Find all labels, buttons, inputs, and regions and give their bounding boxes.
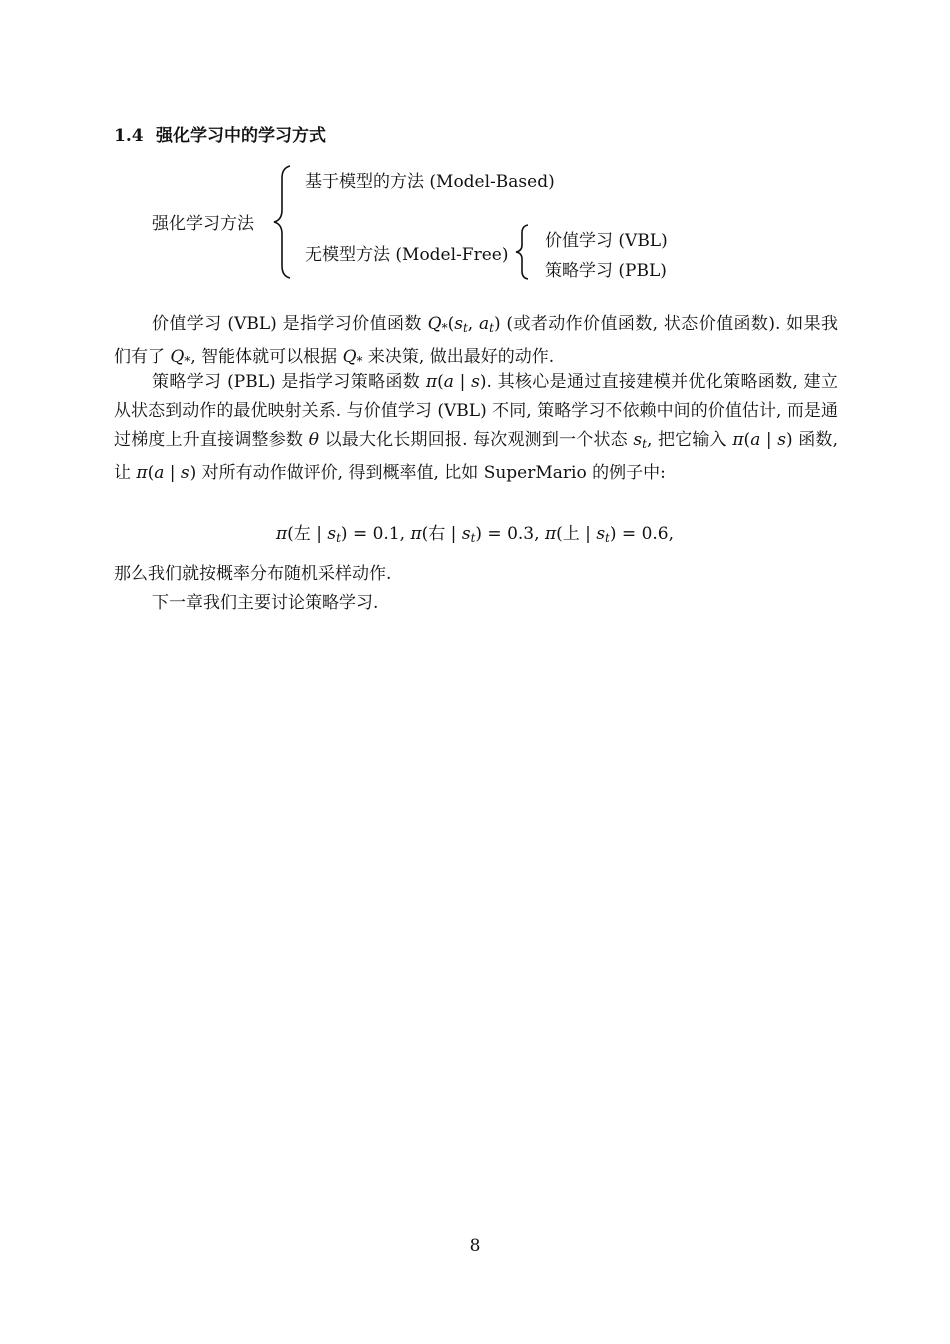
paragraph-value-learning — [114, 310, 838, 376]
p1-text-b: (或者动作价值函数, 状态价值函数). 如果我们有了 — [114, 314, 838, 367]
paragraph-sampling: 那么我们就按概率分布随机采样动作. — [114, 564, 392, 584]
p2-text-f: 对所有动作做评价, 得到概率值, 比如 SuperMario 的例子中: — [196, 463, 666, 483]
tree-root-label: 强化学习方法 — [152, 214, 254, 234]
policy-probability-equation: π(左 | $s_t) = 0.1$, π(右 | $s_t) = 0.3$, π(上 | $s_t) = 0.6$, — [275, 524, 675, 545]
q-star-symbol: $Q_*$ — [170, 347, 191, 368]
p2-text-a: 策略学习 (PBL) 是指学习策略函数 — [152, 372, 426, 392]
policy-function: π(a | s) — [425, 372, 487, 392]
method-tree — [0, 0, 950, 300]
tree-model-free-brace — [512, 223, 532, 281]
state-symbol: $s_t$ — [633, 430, 647, 451]
paragraph-next-chapter: 下一章我们主要讨论策略学习. — [152, 593, 379, 613]
page-number: 8 — [469, 1236, 481, 1256]
tree-leaf-pbl: 策略学习 (PBL) — [545, 261, 667, 281]
policy-function-3: π(a | s) — [136, 463, 197, 483]
paragraph-policy-learning — [114, 368, 838, 488]
q-star-function: $Q_*(s_t$, $a_t$) — [427, 314, 501, 335]
section-number: 1.4 — [114, 126, 144, 146]
p2-text-b: . 其核心是通过直接建模并优化策略函数, 建立从状态到动作的最优映射关系. 与价值学习 (VBL) 不同, 策略学习不依赖中间的价值估计, 而是通过梯度上升直接调整参数 — [114, 372, 838, 450]
p1-text-c: , 智能体就可以根据 — [190, 347, 343, 367]
policy-function-2: π(a | s) — [732, 430, 793, 450]
tree-root-brace — [270, 164, 294, 280]
tree-leaf-vbl: 价值学习 (VBL) — [545, 231, 668, 251]
q-star-symbol-2: $Q_*$ — [342, 347, 363, 368]
p2-text-d: , 把它输入 — [646, 430, 733, 450]
theta-symbol: θ — [308, 430, 319, 450]
section-title: 强化学习中的学习方式 — [156, 126, 326, 146]
tree-branch-model-based: 基于模型的方法 (Model-Based) — [305, 172, 555, 192]
p2-text-c: 以最大化长期回报. 每次观测到一个状态 — [318, 430, 634, 450]
p1-text-a: 价值学习 (VBL) 是指学习价值函数 — [152, 314, 428, 334]
p1-text-d: 来决策, 做出最好的动作. — [362, 347, 555, 367]
tree-branch-model-free: 无模型方法 (Model-Free) — [305, 245, 509, 265]
p2-text-e: 函数, 让 — [114, 430, 838, 483]
